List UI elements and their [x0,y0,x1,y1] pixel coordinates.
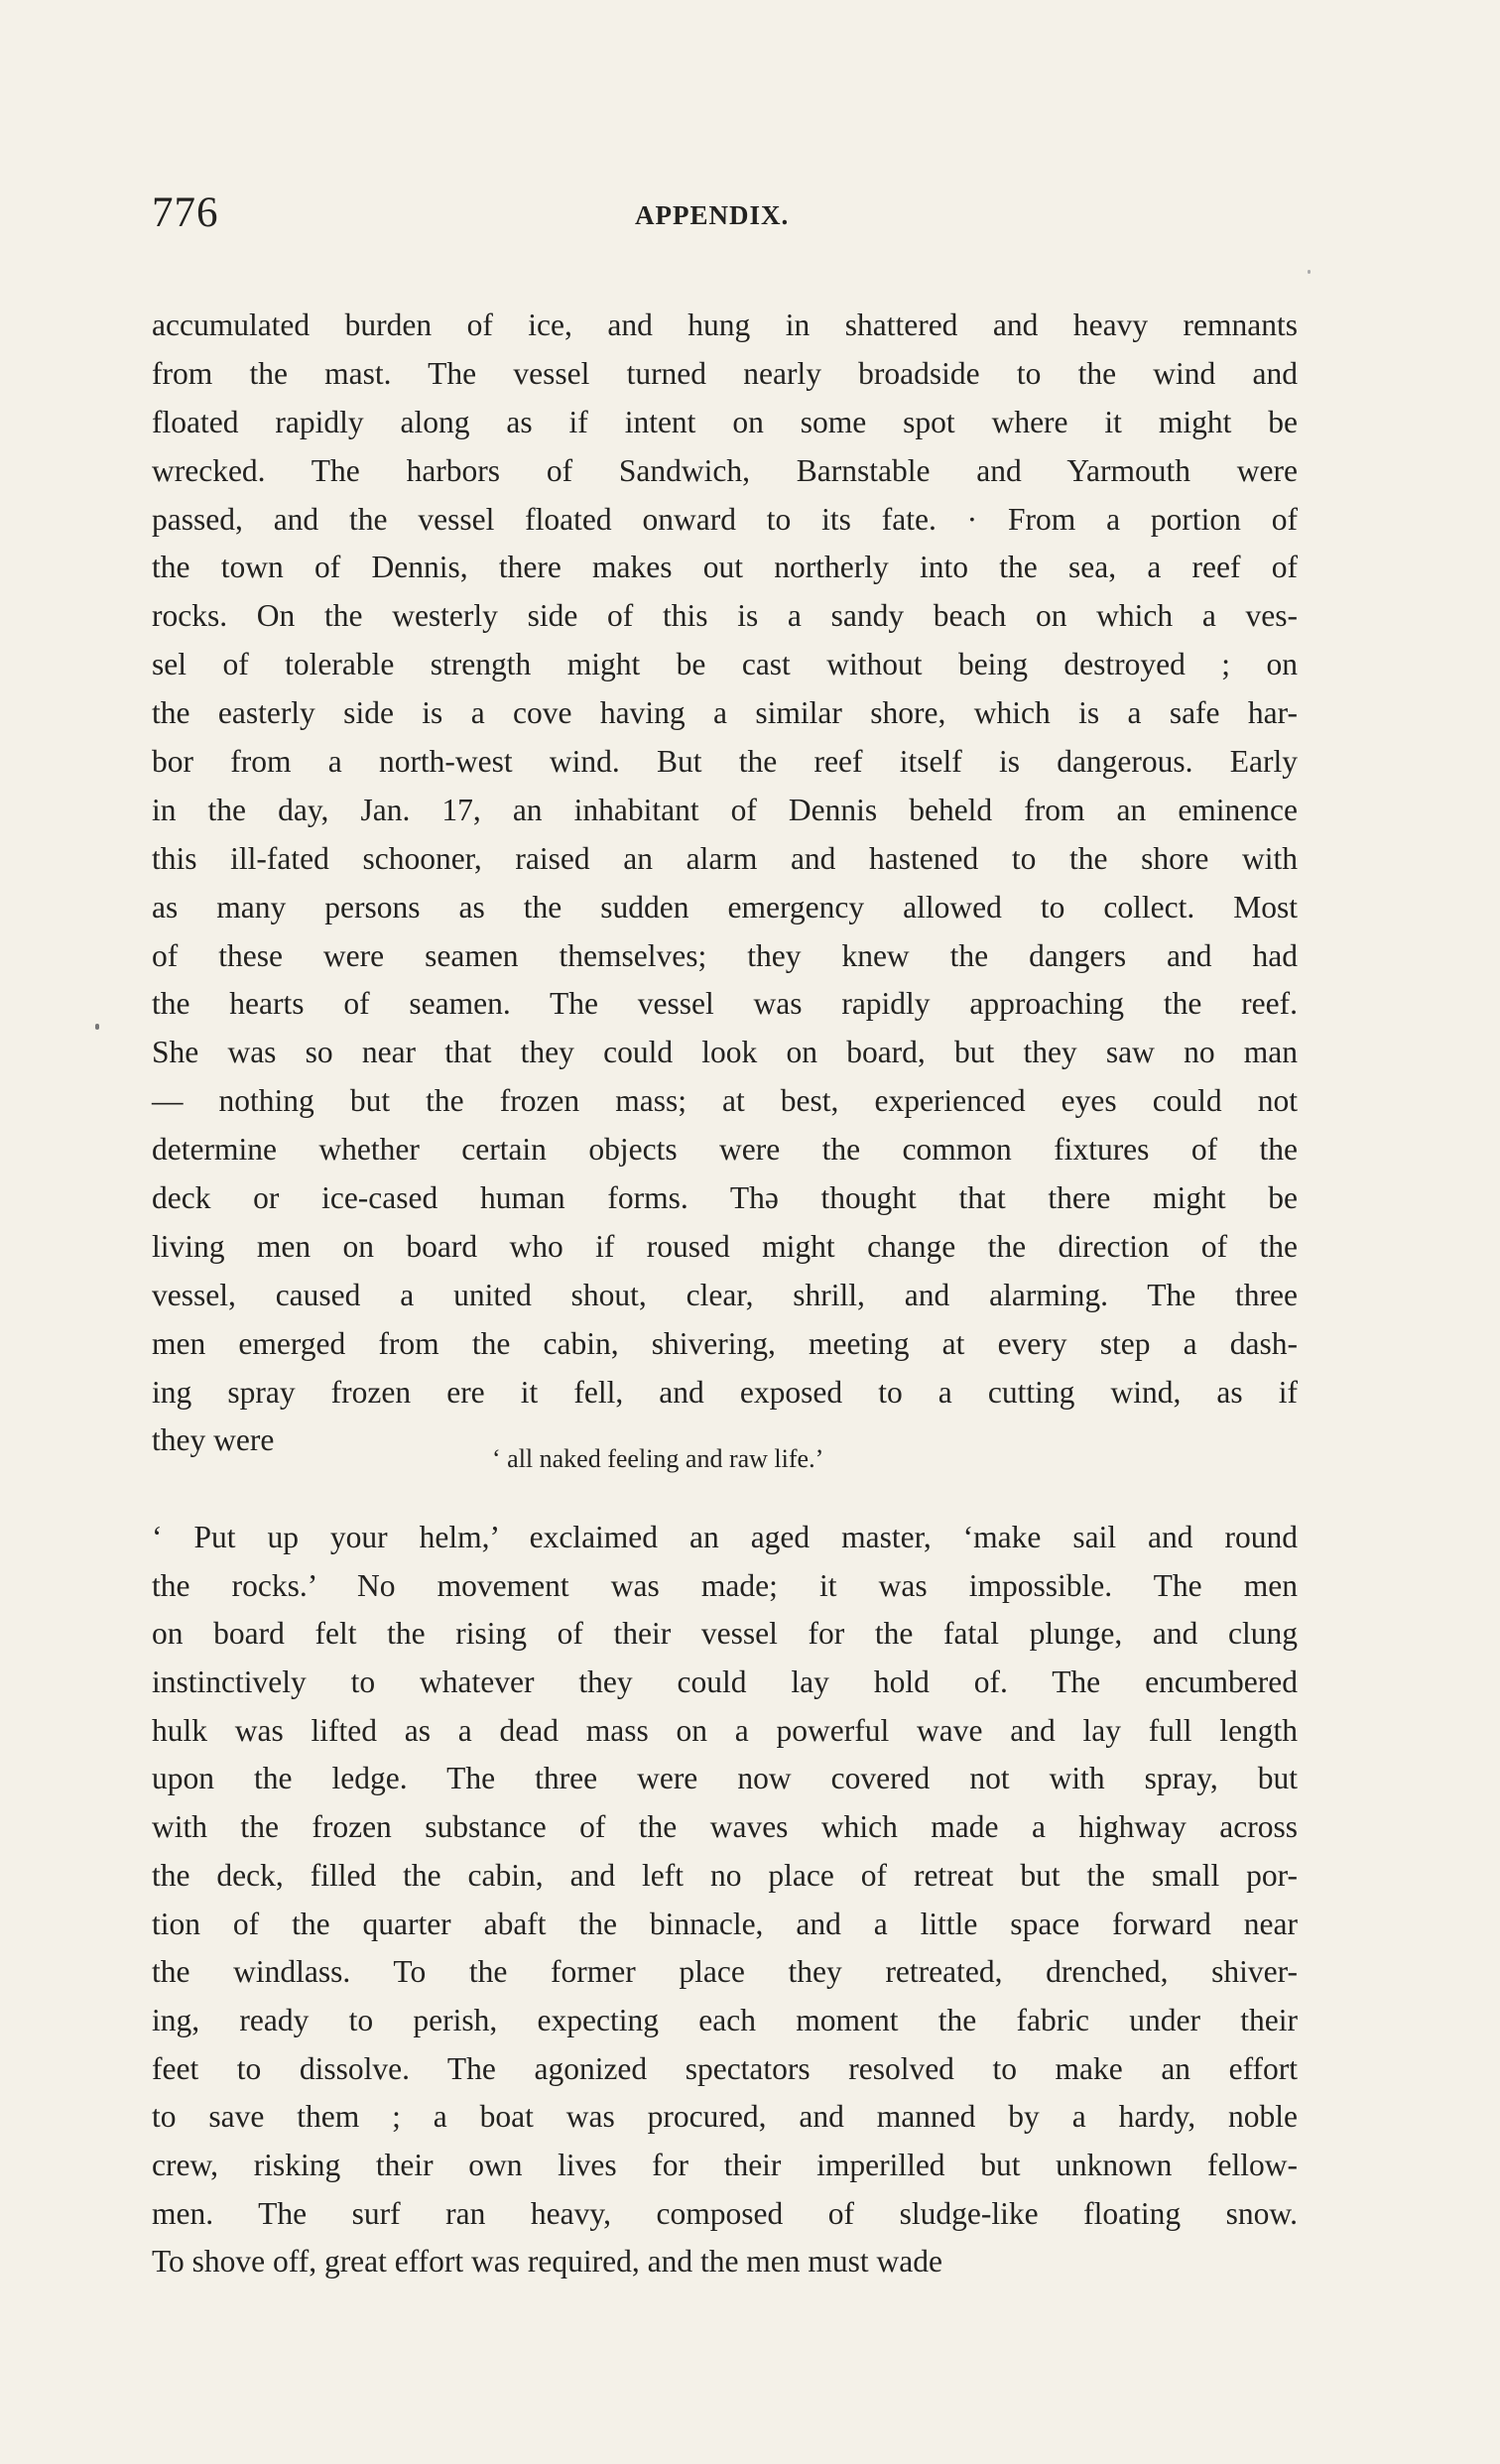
text-line: the town of Dennis, there makes out northerly into the sea, a reef of [152,550,1298,585]
text-line: ing spray frozen ere it fell, and exposed to a cutting wind, as if [152,1374,1298,1410]
text-line: deck or ice-cased human forms. Thə thought that there might be [152,1180,1298,1216]
text-line: of these were seamen themselves; they knew the dangers and had [152,937,1298,973]
text-line: from the mast. The vessel turned nearly broadside to the wind and [152,355,1298,391]
text-line: bor from a north-west wind. But the reef itself is dangerous. Early [152,744,1298,780]
text-line: instinctively to whatever they could lay hold of. The encumbered [152,1664,1298,1700]
text-line: vessel, caused a united shout, clear, shrill, and alarming. The three [152,1277,1298,1312]
block-quotation: ‘ all naked feeling and raw life.’ [492,1444,824,1473]
page-header [152,188,1298,248]
text-line: as many persons as the sudden emergency allowed to collect. Most [152,889,1298,924]
text-line: in the day, Jan. 17, an inhabitant of Dennis beheld from an eminence [152,792,1298,827]
running-title: APPENDIX. [635,200,790,230]
margin-speck [1308,270,1311,274]
text-line: living men on board who if roused might change the direction of the [152,1228,1298,1264]
text-line: To shove off, great effort was required, and the men must wade [152,2244,943,2279]
text-line: this ill-fated schooner, raised an alarm and hastened to the shore with [152,840,1298,876]
text-line: hulk was lifted as a dead mass on a powerful wave and lay full length [152,1712,1298,1748]
margin-speck [95,1024,99,1030]
text-line: the deck, filled the cabin, and left no place of retreat but the small por- [152,1857,1298,1893]
text-line: they were [152,1422,275,1458]
text-line: the easterly side is a cove having a similar shore, which is a safe har- [152,695,1298,731]
paragraph-2 [152,1514,1298,2286]
text-line: sel of tolerable strength might be cast without being destroyed ; on [152,647,1298,682]
text-line: with the frozen substance of the waves which made a highway across [152,1809,1298,1845]
text-line: to save them ; a boat was procured, and manned by a hardy, noble [152,2099,1298,2135]
text-line: men. The surf ran heavy, composed of sludge-like floating snow. [152,2195,1298,2231]
text-line: rocks. On the westerly side of this is a sandy beach on which a ves- [152,598,1298,634]
text-line: She was so near that they could look on board, but they saw no man [152,1035,1298,1070]
text-line: feet to dissolve. The agonized spectators resolved to make an effort [152,2050,1298,2086]
text-line: the hearts of seamen. The vessel was rapidly approaching the reef. [152,986,1298,1022]
text-line: accumulated burden of ice, and hung in shattered and heavy remnants [152,308,1298,342]
text-line: ‘ Put up your helm,’ exclaimed an aged master, ‘make sail and round [152,1520,1298,1554]
page-number: 776 [152,189,219,236]
text-line: floated rapidly along as if intent on some spot where it might be [152,404,1298,439]
text-line: on board felt the rising of their vessel for the fatal plunge, and clung [152,1616,1298,1652]
text-line: the windlass. To the former place they retreated, drenched, shiver- [152,1954,1298,1990]
paragraph-1 [152,302,1298,1465]
text-line: the rocks.’ No movement was made; it was impossible. The men [152,1567,1298,1603]
text-line: crew, risking their own lives for their imperilled but unknown fellow- [152,2147,1298,2182]
text-line: wrecked. The harbors of Sandwich, Barnstable and Yarmouth were [152,452,1298,488]
text-line: — nothing but the frozen mass; at best, experienced eyes could not [152,1083,1298,1119]
text-line: upon the ledge. The three were now covered not with spray, but [152,1761,1298,1796]
text-line: passed, and the vessel floated onward to its fate. · From a portion of [152,501,1298,537]
text-line: determine whether certain objects were the common fixtures of the [152,1132,1298,1168]
text-line: ing, ready to perish, expecting each moment the fabric under their [152,2002,1298,2037]
text-line: tion of the quarter abaft the binnacle, and a little space forward near [152,1906,1298,1941]
text-line: men emerged from the cabin, shivering, meeting at every step a dash- [152,1325,1298,1361]
